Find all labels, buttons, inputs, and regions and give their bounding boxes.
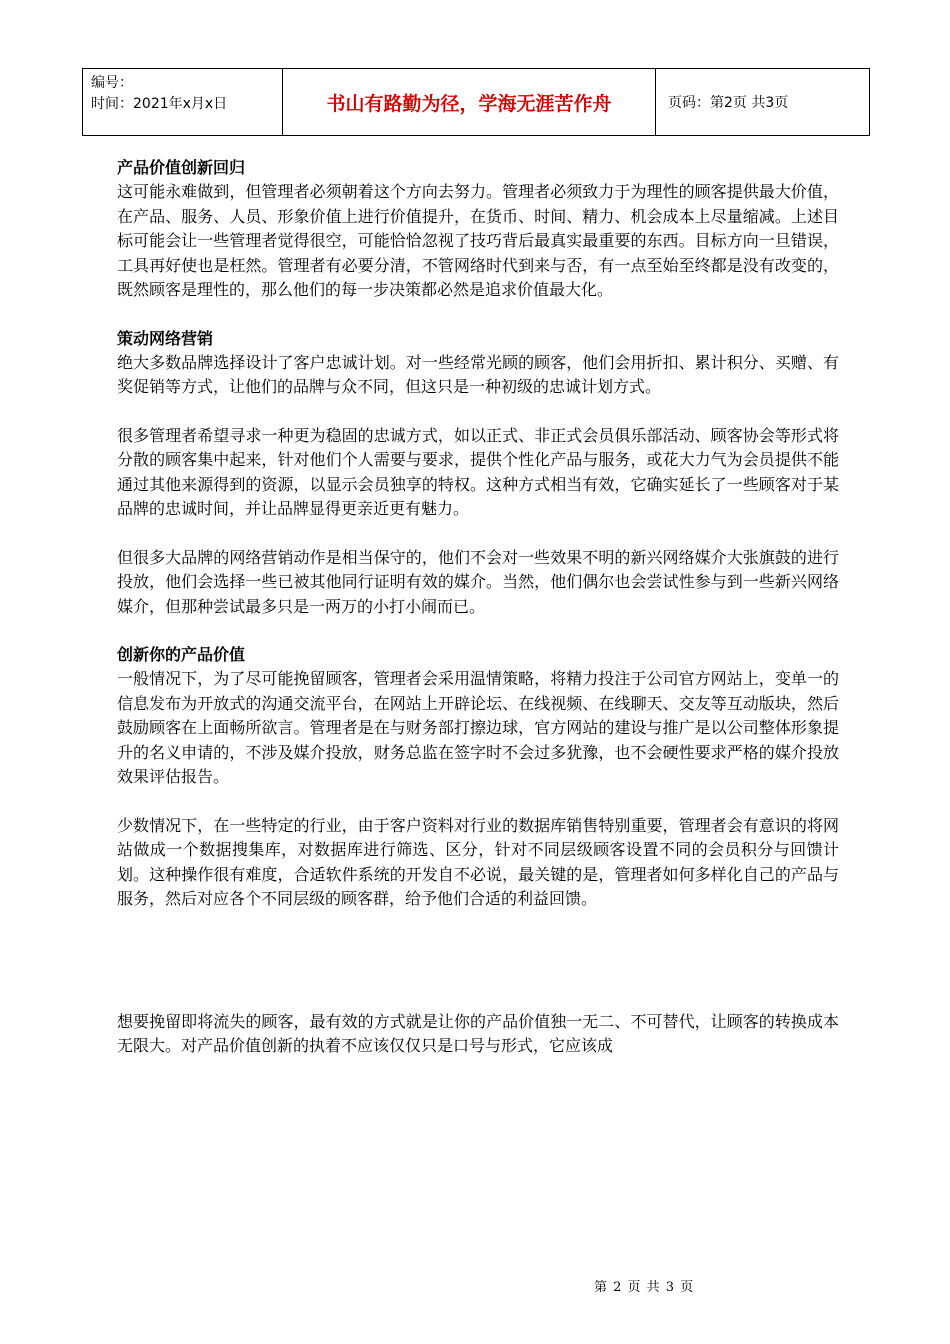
- header-meta: [83, 69, 283, 135]
- closing-paragraph: 想要挽留即将流失的顾客，最有效的方式就是让你的产品价值独一无二、不可替代，让顾客的转换成本无限大。对产品价值创新的执着不应该仅仅只是口号与形式，它应该成: [117, 1011, 839, 1055]
- header-page-info: 页码：第2页 共3页: [668, 95, 789, 111]
- section-title: 策动网络营销: [117, 328, 214, 348]
- section-title: 创新你的产品价值: [117, 645, 246, 664]
- page-footer: 第 2 页 共 3 页: [594, 1280, 695, 1295]
- header-motto: 书山有路勤为径，学海无涯苦作舟: [283, 69, 656, 135]
- paragraph: 绝大多数品牌选择设计了客户忠诚计划。对一些经常光顾的顾客，他们会用折扣、累计积分、买赠、有奖促销等方式，让他们的品牌与众不同，但这只是一种初级的忠诚计划方式。: [117, 352, 839, 396]
- paragraph: 但很多大品牌的网络营销动作是相当保守的，他们不会对一些效果不明的新兴网络媒介大张旗鼓的进行投放，他们会选择一些已被其他同行证明有效的媒介。当然，他们偶尔也会尝试性参与到一些新兴网络媒介，但那种尝试最多只是一两万的小打小闹而已。: [117, 547, 839, 616]
- paragraph: 很多管理者希望寻求一种更为稳固的忠诚方式，如以正式、非正式会员俱乐部活动、顾客协会等形式将分散的顾客集中起来，针对他们个人需要与要求，提供个性化产品与服务，或花大力气为会员提供不能通过其他来源得到的资源，以显示会员独享的特权。这种方式相当有效，它确实延长了一些顾客对于某品牌的忠诚时间，并让品牌显得更亲近更有魅力。: [117, 425, 839, 518]
- paragraph: 这可能永难做到，但管理者必须朝着这个方向去努力。管理者必须致力于为理性的顾客提供最大价值，在产品、服务、人员、形象价值上进行价值提升，在货币、时间、精力、机会成本上尽量缩减。上述目标可能会让一些管理者觉得很空，可能恰恰忽视了技巧背后最真实最重要的东西。目标方向一旦错误，工具再好使也是枉然。管理者有必要分清，不管网络时代到来与否，有一点至始至终都是没有改变的，既然顾客是理性的，那么他们的每一步决策都必然是追求价值最大化。: [117, 182, 839, 299]
- paragraph: 一般情况下，为了尽可能挽留顾客，管理者会采用温情策略，将精力投注于公司官方网站上，变单一的信息发布为开放式的沟通交流平台，在网站上开辟论坛、在线视频、在线聊天、交友等互动版块，然后鼓励顾客在上面畅所欲言。管理者是在与财务部打擦边球，官方网站的建设与推广是以公司整体形象提升的名义申请的，不涉及媒介投放，财务总监在签字时不会过多犹豫，也不会硬性要求严格的媒介投放效果评估报告。: [117, 669, 839, 786]
- header-table: [82, 68, 870, 136]
- document-body: [117, 156, 839, 1059]
- number-label: 编号：: [91, 75, 133, 91]
- paragraph: 少数情况下，在一些特定的行业，由于客户资料对行业的数据库销售特别重要，管理者会有意识的将网站做成一个数据搜集库，对数据库进行筛选、区分，针对不同层级顾客设置不同的会员积分与回馈计划。这种操作很有难度，合适软件系统的开发自不必说，最关键的是，管理者如何多样化自己的产品与服务，然后对应各个不同层级的顾客群，给予他们合适的利益回馈。: [117, 815, 839, 908]
- section-title: 产品价值创新回归: [117, 158, 246, 177]
- time-label: 时间：2021年x月x日: [91, 96, 228, 112]
